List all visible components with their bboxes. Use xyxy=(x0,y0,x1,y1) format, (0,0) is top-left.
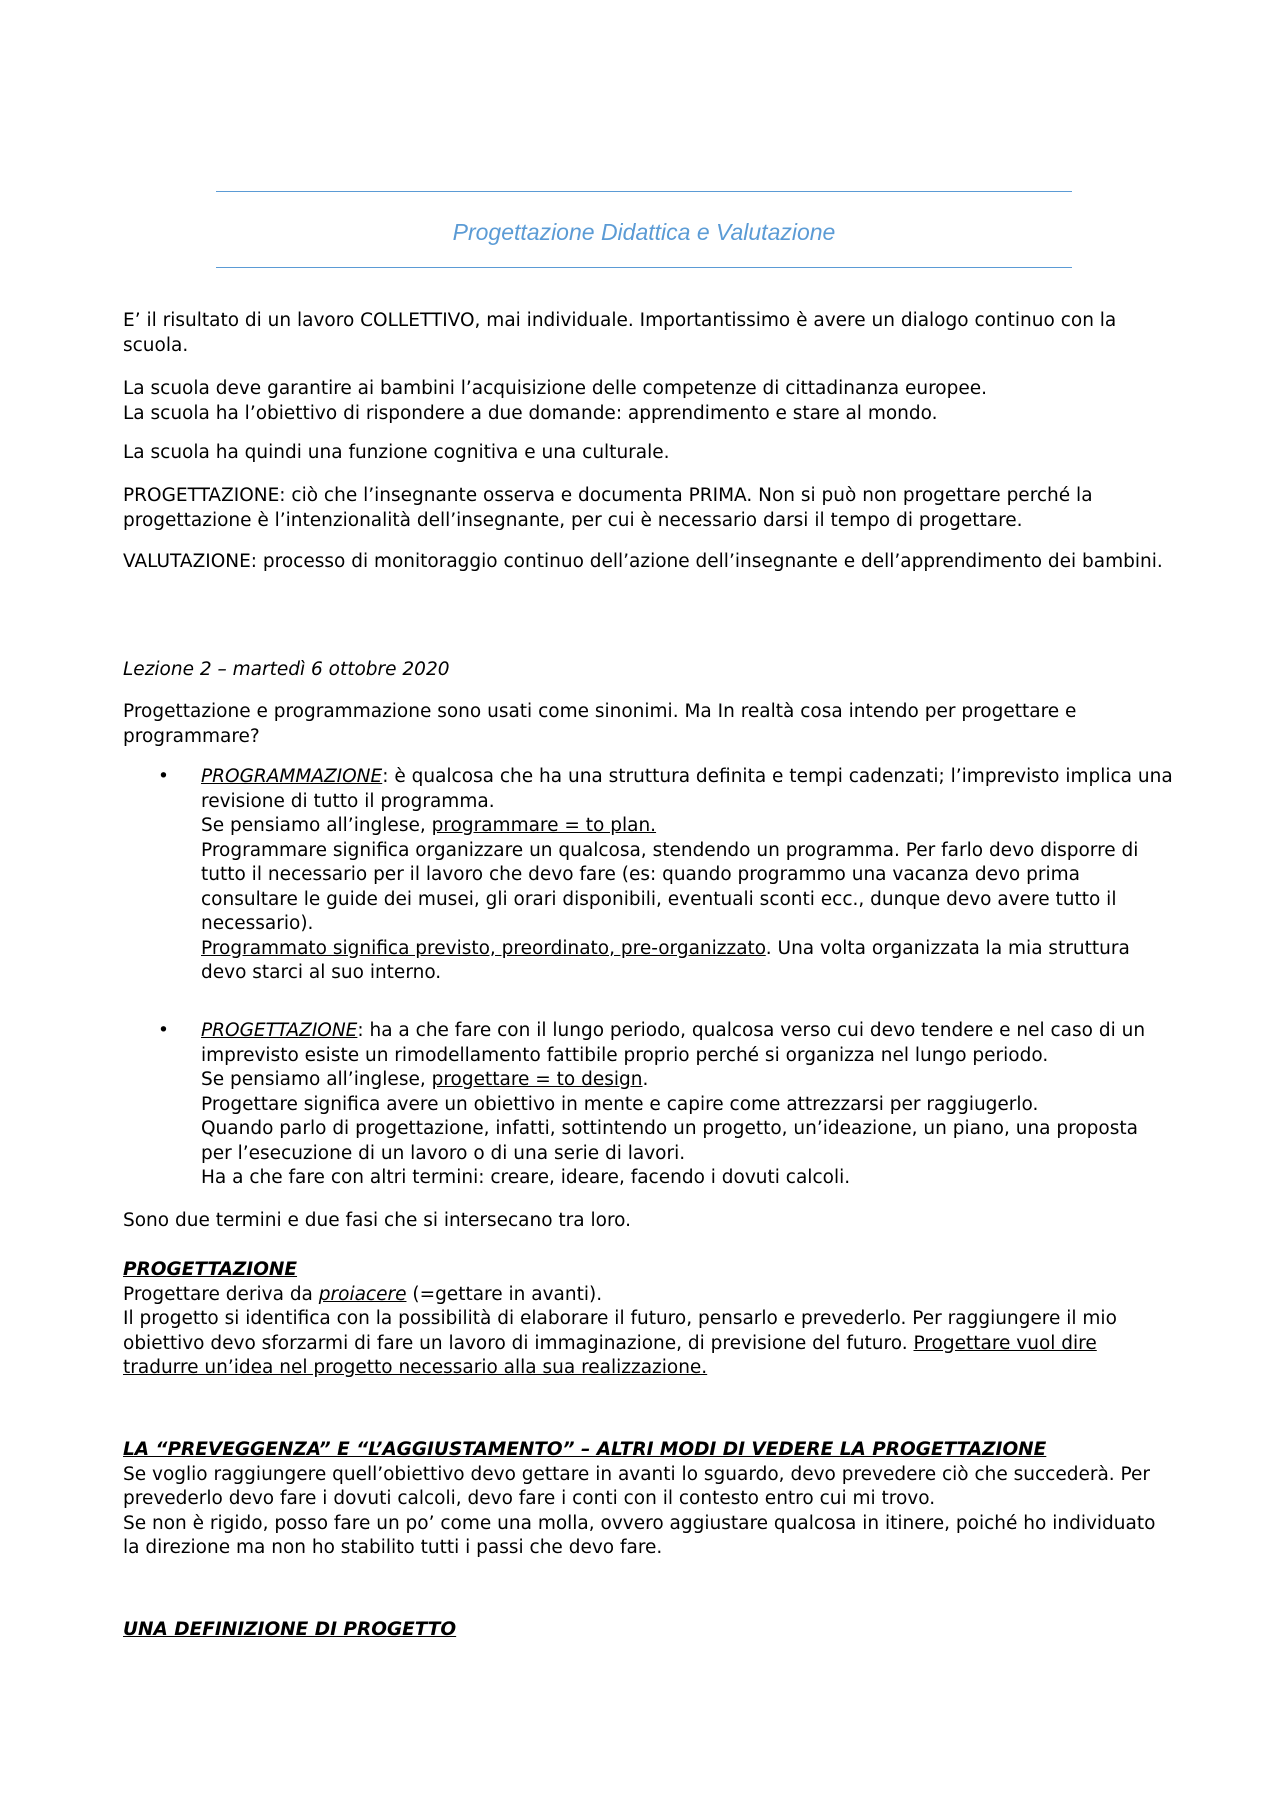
page-title: Progettazione Didattica e Valutazione xyxy=(452,219,836,245)
term-progettazione: PROGETTAZIONE xyxy=(201,1020,358,1041)
section-heading: PROGETTAZIONE xyxy=(123,1259,298,1280)
bullet-item-progettazione: PROGETTAZIONE: ha a che fare con il lungo periodo, qualcosa verso cui devo tendere e nel caso di un imprevisto esiste un rimodellamento fattibile proprio perché si organizza nel lungo periodo. Se pensiamo all’inglese, progettare = to design. Progettare significa avere un obiettivo in mente e capire come attrezzarsi per raggiugerlo. Quando parlo di progettazione, infatti, sottintendo un progetto, un’ideazione, un piano, una proposta per l’esecuzione di un lavoro o di una serie di lavori. Ha a che fare con altri termini: creare, ideare, facendo i dovuti calcoli. xyxy=(201,1020,1146,1188)
term-programmazione: PROGRAMMAZIONE xyxy=(201,766,383,787)
lesson-heading: Lezione 2 – martedì 6 ottobre 2020 xyxy=(123,659,450,680)
bullets-summary: Sono due termini e due fasi che si intersecano tra loro. xyxy=(123,1210,632,1231)
bullet-marker: • xyxy=(158,1020,169,1041)
title-bottom-rule xyxy=(216,267,1072,268)
section-preveggenza: LA “PREVEGGENZA” E “L’AGGIUSTAMENTO” – ALTRI MODI DI VEDERE LA PROGETTAZIONE Se voglio raggiungere quell’obiettivo devo gettare in avanti lo sguardo, devo prevedere ciò che succederà. Per prevederlo devo fare i dovuti calcoli, devo fare i conti con il contesto entro cui mi trovo. Se non è rigido, posso fare un po’ come una molla, ovvero aggiustare qualcosa in itinere, poiché ho individuato la direzione ma non ho stabilito tutti i passi che devo fare. xyxy=(123,1438,1173,1561)
section-heading: UNA DEFINIZIONE DI PROGETTO xyxy=(123,1619,457,1640)
bullet-marker: • xyxy=(158,766,169,787)
intro-paragraph-3: La scuola ha quindi una funzione cognitiva e una culturale. xyxy=(123,442,670,463)
title-top-rule xyxy=(216,191,1072,192)
intro-paragraph-1: E’ il risultato di un lavoro COLLETTIVO, mai individuale. Importantissimo è avere un dialogo continuo con la scuola. xyxy=(123,310,1117,356)
bullet-item-programmazione: PROGRAMMAZIONE: è qualcosa che ha una struttura definita e tempi cadenzati; l’imprevisto implica una revisione di tutto il programma. Se pensiamo all’inglese, programmare = to plan. Programmare significa organizzare un qualcosa, stendendo un programma. Per farlo devo disporre di tutto il necessario per il lavoro che devo fare (es: quando programmo una vacanza devo prima consultare le guide dei musei, gli orari disponibili, eventuali sconti ecc., dunque devo avere tutto il necessario). Programmato significa previsto, preordinato, pre-organizzato. Una volta organizzata la mia struttura devo starci al suo interno. xyxy=(201,766,1173,983)
intro-paragraph-5: VALUTAZIONE: processo di monitoraggio continuo dell’azione dell’insegnante e dell’apprendimento dei bambini. xyxy=(123,551,1163,572)
section-heading: LA “PREVEGGENZA” E “L’AGGIUSTAMENTO” – ALTRI MODI DI VEDERE LA PROGETTAZIONE xyxy=(123,1439,1047,1460)
intro-paragraph-4: PROGETTAZIONE: ciò che l’insegnante osserva e documenta PRIMA. Non si può non progettare perché la progettazione è l’intenzionalità dell’insegnante, per cui è necessario darsi il tempo di progettare. xyxy=(123,485,1093,531)
section-progettazione: PROGETTAZIONE Progettare deriva da proiacere (=gettare in avanti). Il progetto si identifica con la possibilità di elaborare il futuro, pensarlo e prevederlo. Per raggiungere il mio obiettivo devo sforzarmi di fare un lavoro di immaginazione, di previsione del futuro. Progettare vuol dire tradurre un’idea nel progetto necessario alla sua realizzazione. xyxy=(123,1258,1173,1381)
lesson-paragraph-1: Progettazione e programmazione sono usati come sinonimi. Ma In realtà cosa intendo per progettare e programmare? xyxy=(123,701,1077,747)
intro-paragraph-2: La scuola deve garantire ai bambini l’acquisizione delle competenze di cittadinanza europee. La scuola ha l’obiettivo di rispondere a due domande: apprendimento e stare al mondo. xyxy=(123,378,987,424)
section-definizione xyxy=(123,1618,1173,1643)
